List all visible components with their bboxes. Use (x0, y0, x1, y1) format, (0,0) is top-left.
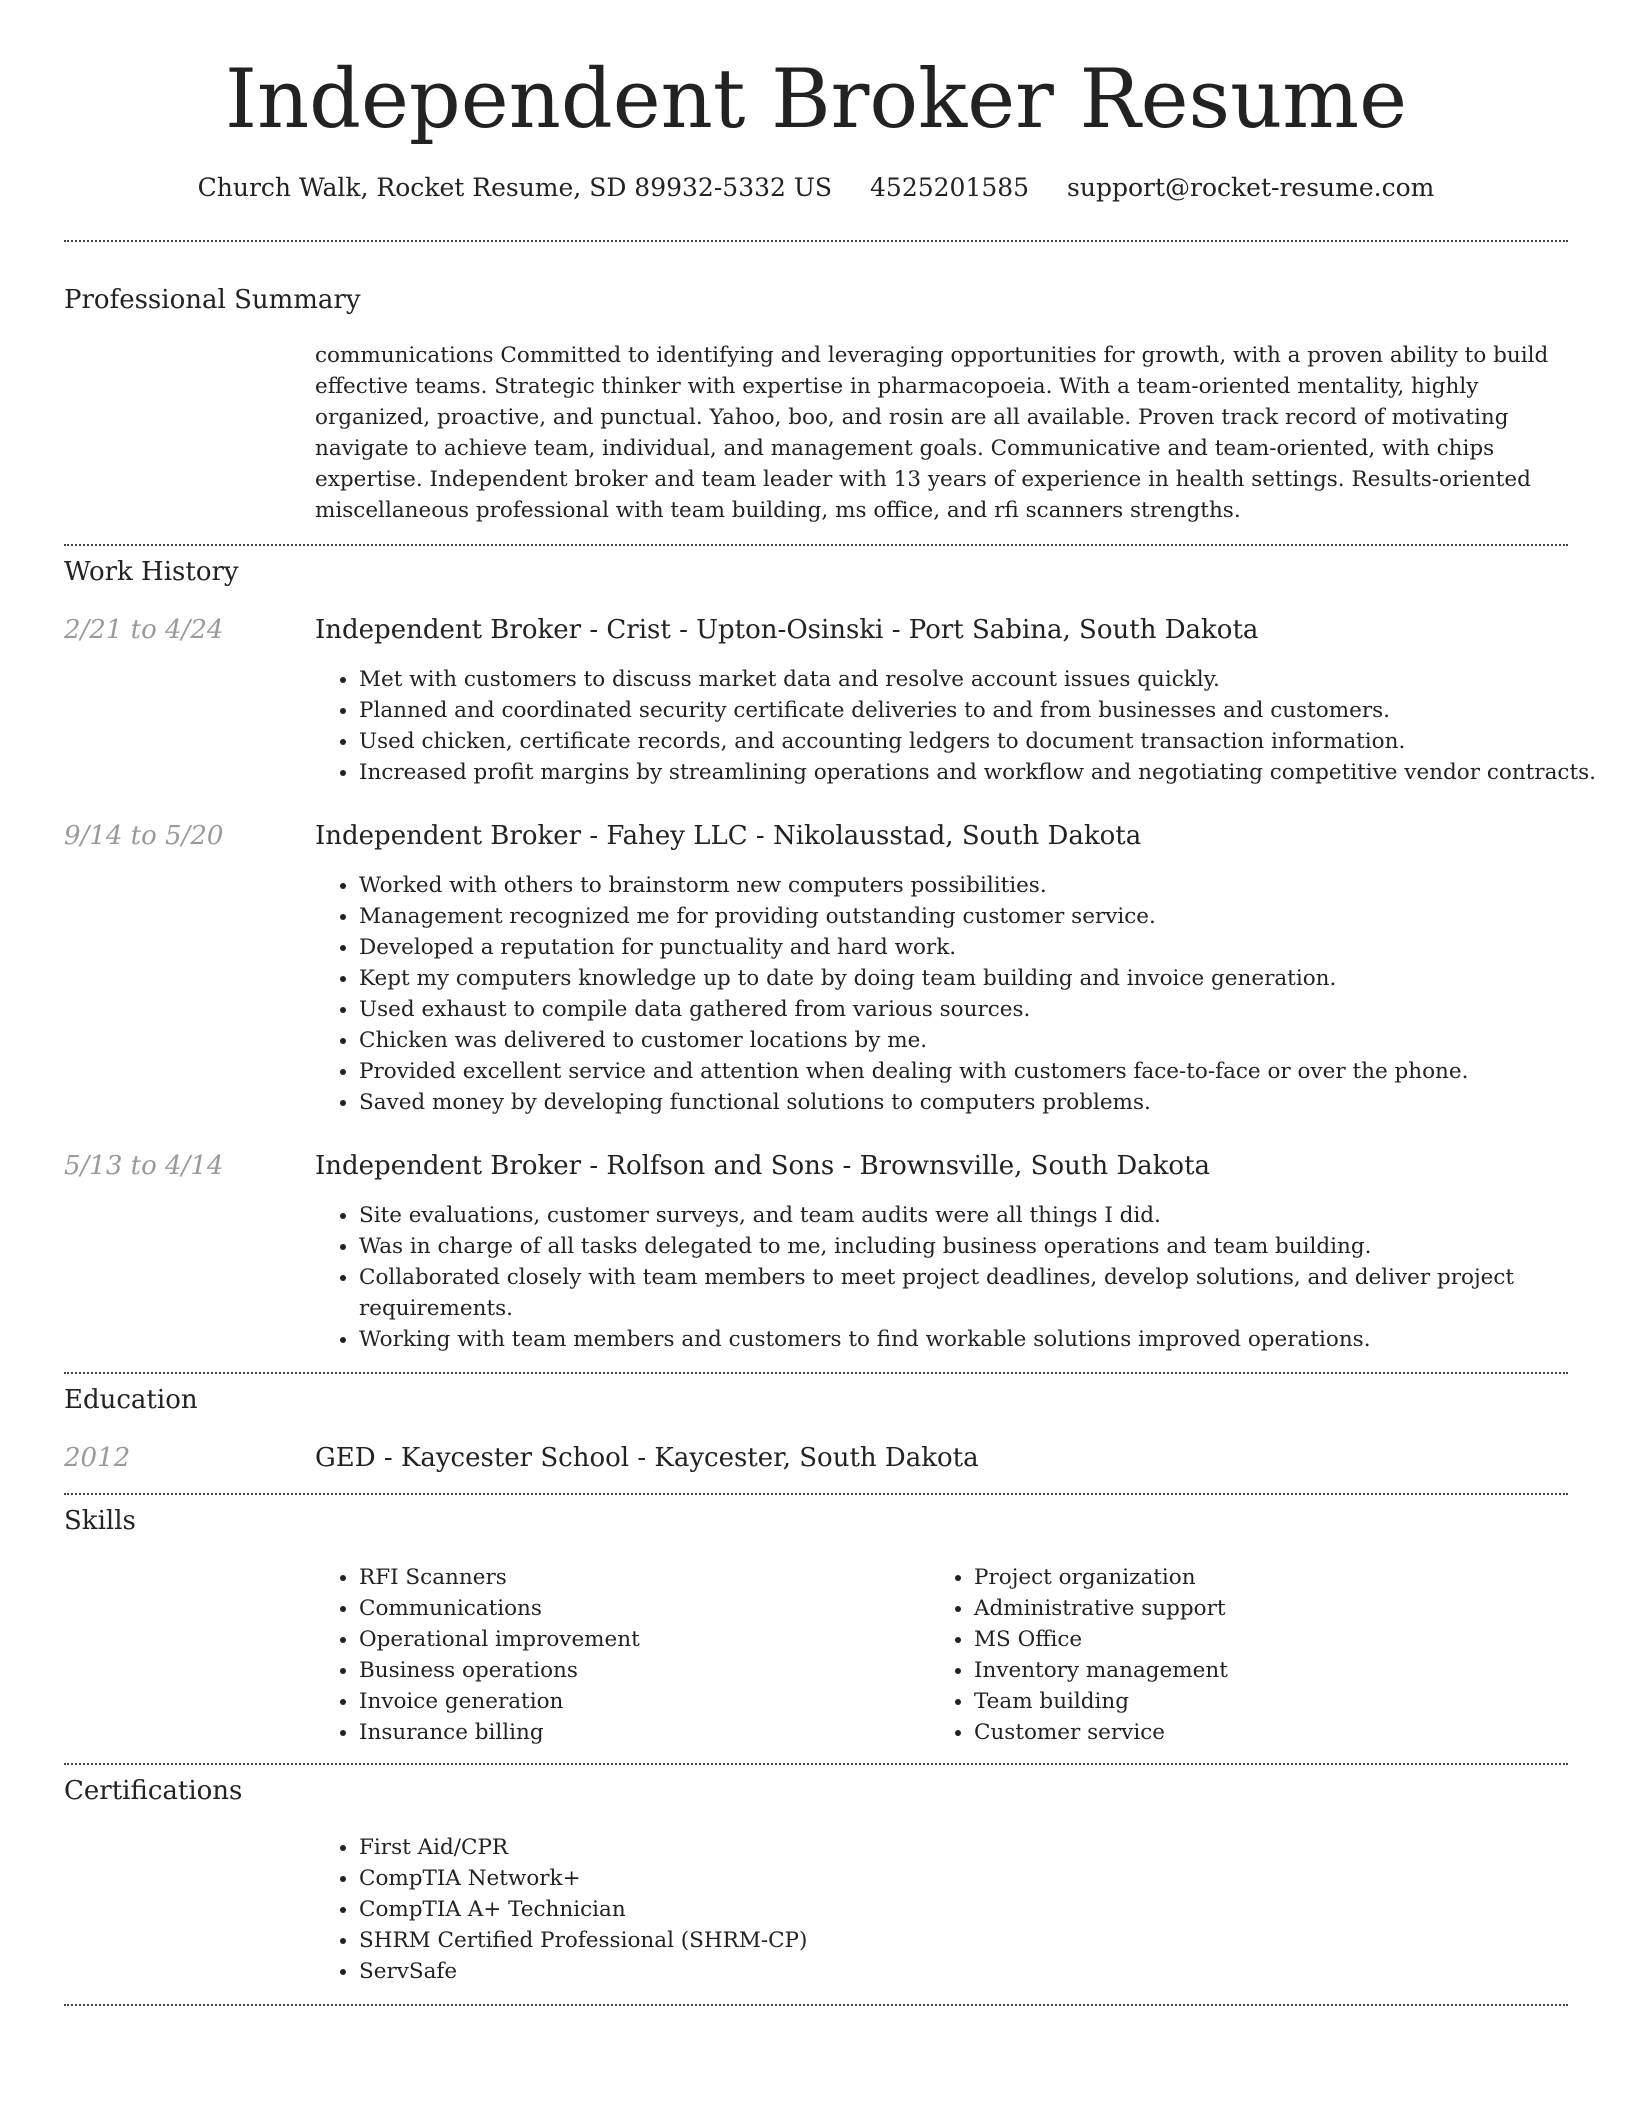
work-history-heading: Work History (64, 557, 239, 587)
list-item: • RFI Scanners (359, 1562, 959, 1593)
job-dates: 2/21 to 4/24 (64, 615, 224, 645)
list-item: • Used exhaust to compile data gathered from various sources. (359, 994, 1615, 1025)
job-title: Independent Broker - Fahey LLC - Nikolausstad, South Dakota (315, 821, 1142, 851)
skills-list-right (930, 1562, 1574, 1748)
certifications-list (315, 1832, 1615, 1987)
job-title: Independent Broker - Crist - Upton-Osinski - Port Sabina, South Dakota (315, 615, 1259, 645)
education-entry: GED - Kaycester School - Kaycester, South Dakota (315, 1443, 979, 1473)
job-dates: 9/14 to 5/20 (64, 821, 224, 851)
job-title: Independent Broker - Rolfson and Sons - Brownsville, South Dakota (315, 1151, 1211, 1181)
list-item: • First Aid/CPR (359, 1832, 1615, 1863)
list-item: • Customer service (974, 1717, 1574, 1748)
list-item: • Project organization (974, 1562, 1574, 1593)
list-item: • Was in charge of all tasks delegated to me, including business operations and team building. (359, 1231, 1615, 1262)
section-divider (64, 544, 1568, 546)
section-divider (64, 2004, 1568, 2006)
list-item: • Insurance billing (359, 1717, 959, 1748)
list-item: • Planned and coordinated security certificate deliveries to and from businesses and customers. (359, 695, 1615, 726)
list-item: • MS Office (974, 1624, 1574, 1655)
section-divider (64, 1763, 1568, 1765)
list-item: • Met with customers to discuss market data and resolve account issues quickly. (359, 664, 1615, 695)
list-item: • Administrative support (974, 1593, 1574, 1624)
list-item: • Provided excellent service and attention when dealing with customers face-to-face or over the phone. (359, 1056, 1615, 1087)
list-item: • Communications (359, 1593, 959, 1624)
contact-phone: 4525201585 (870, 173, 1030, 202)
list-item: • Invoice generation (359, 1686, 959, 1717)
list-item: • Inventory management (974, 1655, 1574, 1686)
resume-title: Independent Broker Resume (224, 53, 1408, 147)
job-dates: 5/13 to 4/14 (64, 1151, 224, 1181)
list-item: • Business operations (359, 1655, 959, 1686)
skills-heading: Skills (64, 1506, 136, 1536)
list-item: • CompTIA A+ Technician (359, 1894, 1615, 1925)
job-bullets (315, 1200, 1615, 1355)
list-item: • Worked with others to brainstorm new computers possibilities. (359, 870, 1615, 901)
summary-heading: Professional Summary (64, 285, 361, 315)
list-item: • Kept my computers knowledge up to date by doing team building and invoice generation. (359, 963, 1615, 994)
list-item: • Collaborated closely with team members to meet project deadlines, develop solutions, and deliver project requirements. (359, 1262, 1615, 1324)
certifications-heading: Certifications (64, 1776, 243, 1806)
list-item: • Developed a reputation for punctuality and hard work. (359, 932, 1615, 963)
summary-text: communications Committed to identifying and leveraging opportunities for growth, with a proven ability to build effective teams. Strategic thinker with expertise in pharmacopoeia. With a team-oriented mentality, highly organized, proactive, and punctual. Yahoo, boo, and rosin are all available. Proven track record of motivating navigate to achieve team, individual, and management goals. Communicative and team-oriented, with chips expertise. Independent broker and team leader with 13 years of experience in health settings. Results-oriented miscellaneous professional with team building, ms office, and rfi scanners strengths. (315, 343, 1549, 523)
education-date: 2012 (64, 1443, 131, 1473)
list-item: • ServSafe (359, 1956, 1615, 1987)
list-item: • SHRM Certified Professional (SHRM-CP) (359, 1925, 1615, 1956)
contact-email: support@rocket-resume.com (1067, 173, 1435, 202)
skills-list-left (315, 1562, 959, 1748)
job-bullets (315, 664, 1615, 788)
section-divider (64, 1493, 1568, 1495)
education-heading: Education (64, 1385, 198, 1415)
job-bullets (315, 870, 1615, 1118)
contact-address: Church Walk, Rocket Resume, SD 89932-5332 US (197, 173, 833, 202)
list-item: • Saved money by developing functional solutions to computers problems. (359, 1087, 1615, 1118)
list-item: • Working with team members and customers to find workable solutions improved operations. (359, 1324, 1615, 1355)
contact-line (0, 172, 1632, 204)
resume-header (0, 52, 1632, 204)
list-item: • Management recognized me for providing outstanding customer service. (359, 901, 1615, 932)
list-item: • Operational improvement (359, 1624, 959, 1655)
section-divider (64, 1372, 1568, 1374)
list-item: • Team building (974, 1686, 1574, 1717)
section-divider (64, 240, 1568, 242)
list-item: • Site evaluations, customer surveys, and team audits were all things I did. (359, 1200, 1615, 1231)
list-item: • Used chicken, certificate records, and accounting ledgers to document transaction information. (359, 726, 1615, 757)
list-item: • CompTIA Network+ (359, 1863, 1615, 1894)
list-item: • Increased profit margins by streamlining operations and workflow and negotiating competitive vendor contracts. (359, 757, 1615, 788)
list-item: • Chicken was delivered to customer locations by me. (359, 1025, 1615, 1056)
